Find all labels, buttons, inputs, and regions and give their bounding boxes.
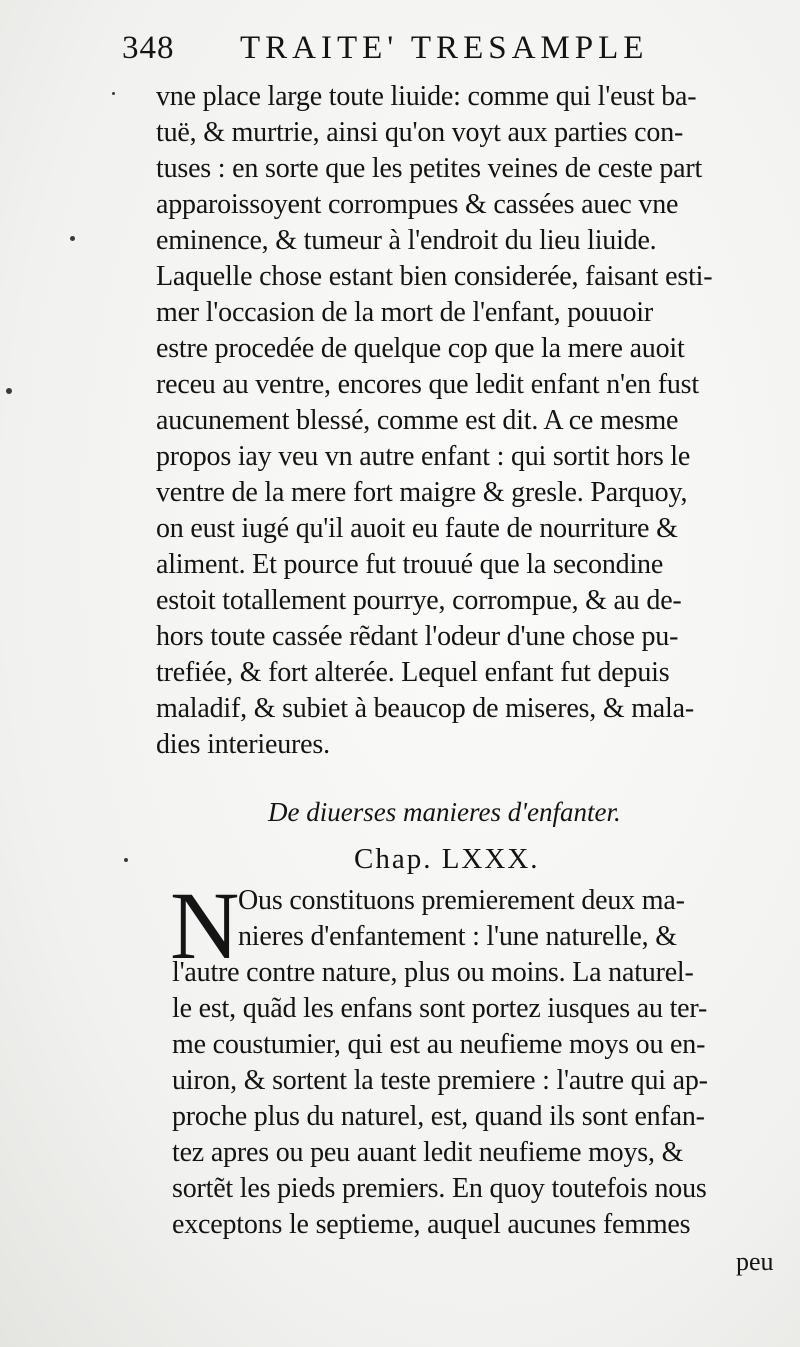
drop-cap-initial: N [170,872,240,979]
text-line: estoit totallement pourrye, corrompue, & au de- [156,585,682,616]
catchword: peu [736,1247,774,1276]
ink-speck [70,236,75,241]
text-line: trefiée, & fort alterée. Lequel enfant fut depuis [156,657,670,688]
ink-speck [112,92,115,95]
body-text-block-2 [170,872,782,1242]
body-text-block-1 [156,78,768,778]
text-line: apparoissoyent corrompues & cassées auec vne [156,189,679,220]
text-line: nieres d'enfantement : l'une naturelle, & [238,921,677,952]
text-line: aucunement blessé, comme est dit. A ce mesme [156,405,679,436]
text-line: me coustumier, qui est au neufieme moys ou en- [172,1029,706,1060]
text-line: ventre de la mere fort maigre & gresle. Parquoy, [156,477,688,508]
text-line: maladif, & subiet à beaucop de miseres, & mala- [156,693,694,724]
page-number: 348 [122,30,175,66]
text-line: tuë, & murtrie, ainsi qu'on voyt aux parties con- [156,117,684,148]
text-line: uiron, & sortent la teste premiere : l'autre qui ap- [172,1065,708,1096]
ink-speck [124,858,128,862]
text-line: aliment. Et pource fut trouué que la secondine [156,549,664,580]
text-line: proche plus du naturel, est, quand ils sont enfan- [172,1101,705,1132]
text-line: l'autre contre nature, plus ou moins. La naturel- [172,957,694,988]
text-line: hors toute cassée rẽdant l'odeur d'une chose pu- [156,621,679,652]
text-line: propos iay veu vn autre enfant : qui sortit hors le [156,441,691,472]
running-head [122,30,782,78]
text-line: exceptons le septieme, auquel aucunes femmes [172,1209,691,1240]
running-title: TRAITE' TRESAMPLE [240,30,649,66]
text-line: on eust iugé qu'il auoit eu faute de nourriture & [156,513,678,544]
text-line: vne place large toute liuide: comme qui l'eust ba- [156,81,697,112]
text-line: estre procedée de quelque cop que la mere auoit [156,333,685,364]
text-line: Laquelle chose estant bien considerée, faisant esti- [156,261,713,292]
section-heading: De diuerses manieres d'enfanter. [268,797,621,827]
text-line: sortẽt les pieds premiers. En quoy toutefois nous [172,1173,707,1204]
chapter-heading: Chap. LXXX. [354,843,540,875]
text-line: Ous constituons premierement deux ma- [238,885,685,916]
text-line: mer l'occasion de la mort de l'enfant, pouuoir [156,297,653,328]
text-line: tez apres ou peu auant ledit neufieme moys, & [172,1137,684,1168]
text-line: receu au ventre, encores que ledit enfant n'en fust [156,369,699,400]
text-line: dies interieures. [156,729,330,760]
text-line: tuses : en sorte que les petites veines de ceste part [156,153,703,184]
text-line: le est, quãd les enfans sont portez iusques au ter- [172,993,708,1024]
text-line: eminence, & tumeur à l'endroit du lieu liuide. [156,225,657,256]
ink-speck [6,388,12,394]
